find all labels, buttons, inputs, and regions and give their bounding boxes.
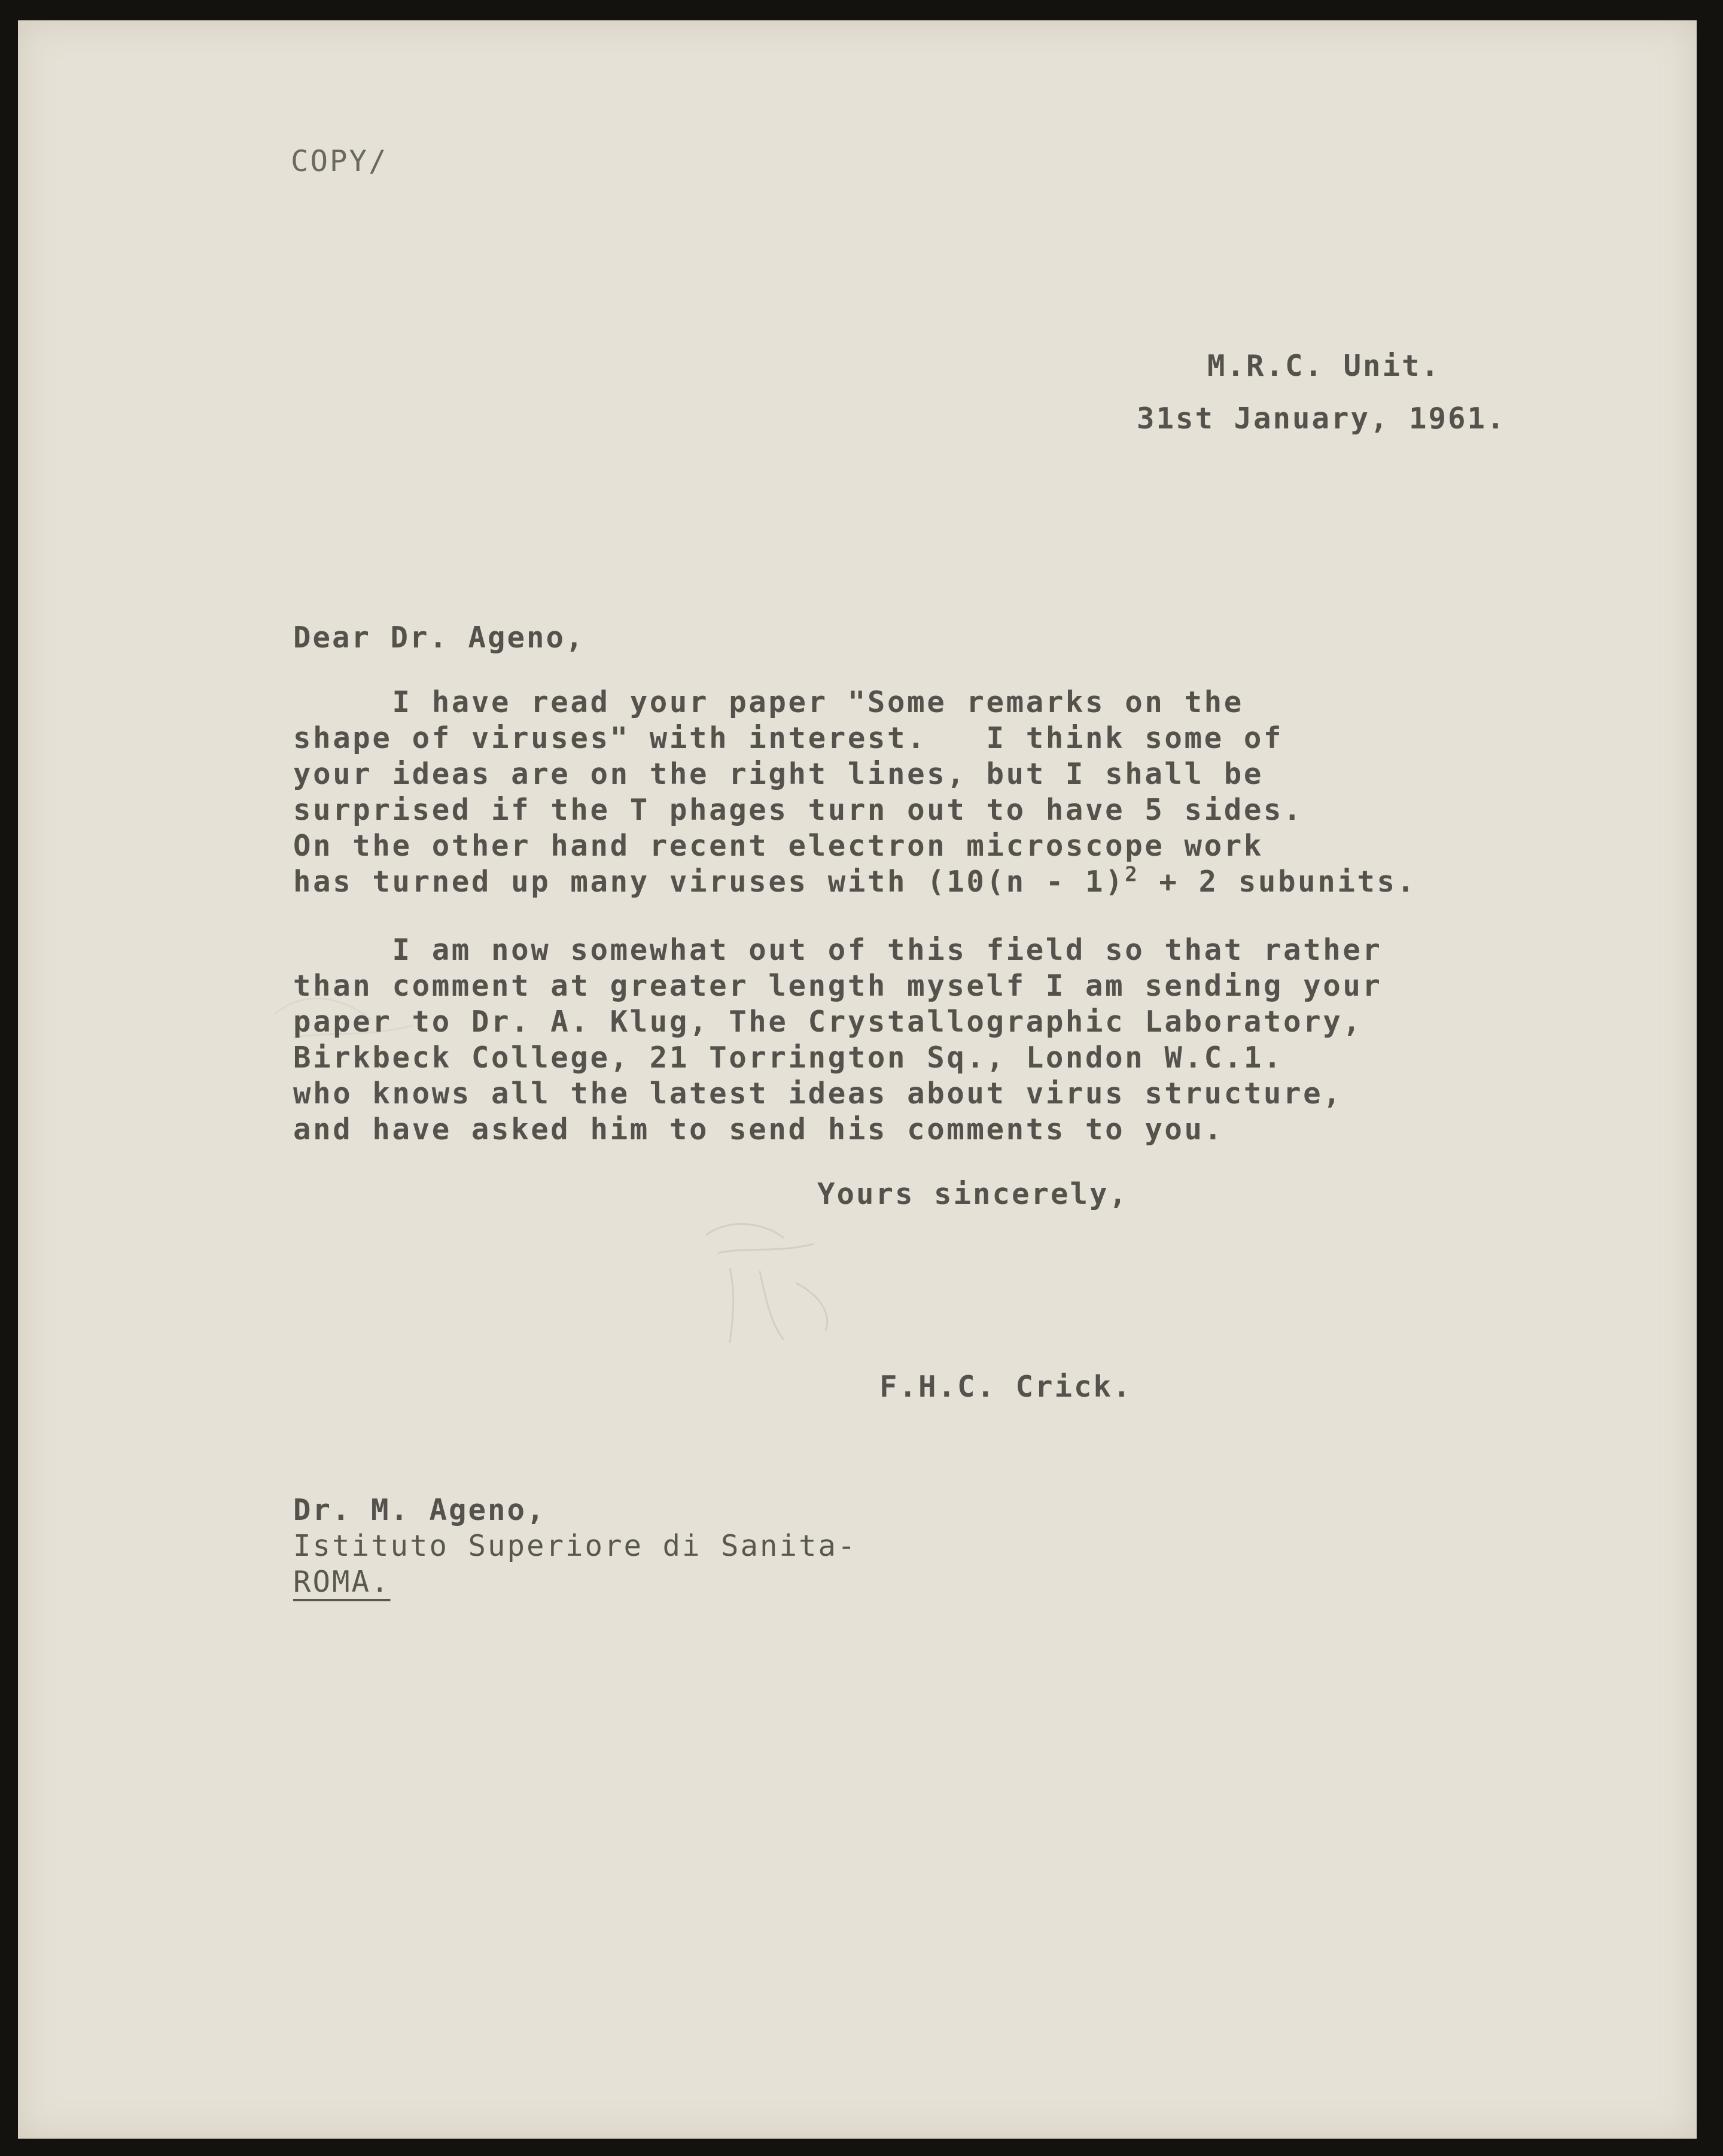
formula-text: has turned up many viruses with (10(n - 1) [293, 865, 1125, 899]
sender-unit: M.R.C. Unit. [1207, 349, 1441, 383]
formula-superscript: 2 [1125, 862, 1140, 887]
body-line: surprised if the T phages turn out to have 5 sides. [293, 793, 1304, 827]
body-line: shape of viruses" with interest. I think some of [293, 721, 1284, 755]
body-line: your ideas are on the right lines, but I shall be [293, 757, 1264, 791]
formula-text-end: + 2 subunits. [1139, 865, 1417, 899]
body-line: I am now somewhat out of this field so that rather [293, 933, 1383, 967]
handwritten-bleed-through [694, 1211, 850, 1355]
recipient-institution: Istituto Superiore di Sanita- [293, 1529, 857, 1563]
body-line: than comment at greater length myself I am sending your [293, 969, 1383, 1003]
body-line: Birkbeck College, 21 Torrington Sq., London W.C.1. [293, 1041, 1284, 1075]
body-line: and have asked him to send his comments to you. [293, 1112, 1224, 1147]
recipient-name: Dr. M. Ageno, [293, 1493, 546, 1527]
body-line-formula [293, 864, 1417, 900]
recipient-city: ROMA. [293, 1565, 391, 1599]
closing: Yours sincerely, [817, 1177, 1129, 1211]
salutation: Dear Dr. Ageno, [293, 621, 585, 655]
body-line: who knows all the latest ideas about virus structure, [293, 1077, 1343, 1111]
copy-mark: COPY/ [291, 144, 388, 178]
body-line: paper to Dr. A. Klug, The Crystallographic Laboratory, [293, 1005, 1363, 1039]
signature-name: F.H.C. Crick. [879, 1370, 1133, 1404]
letter-date: 31st January, 1961. [1137, 402, 1506, 436]
body-line: On the other hand recent electron microscope work [293, 829, 1264, 863]
body-line: I have read your paper "Some remarks on the [293, 685, 1244, 719]
letter-page [18, 20, 1697, 2139]
